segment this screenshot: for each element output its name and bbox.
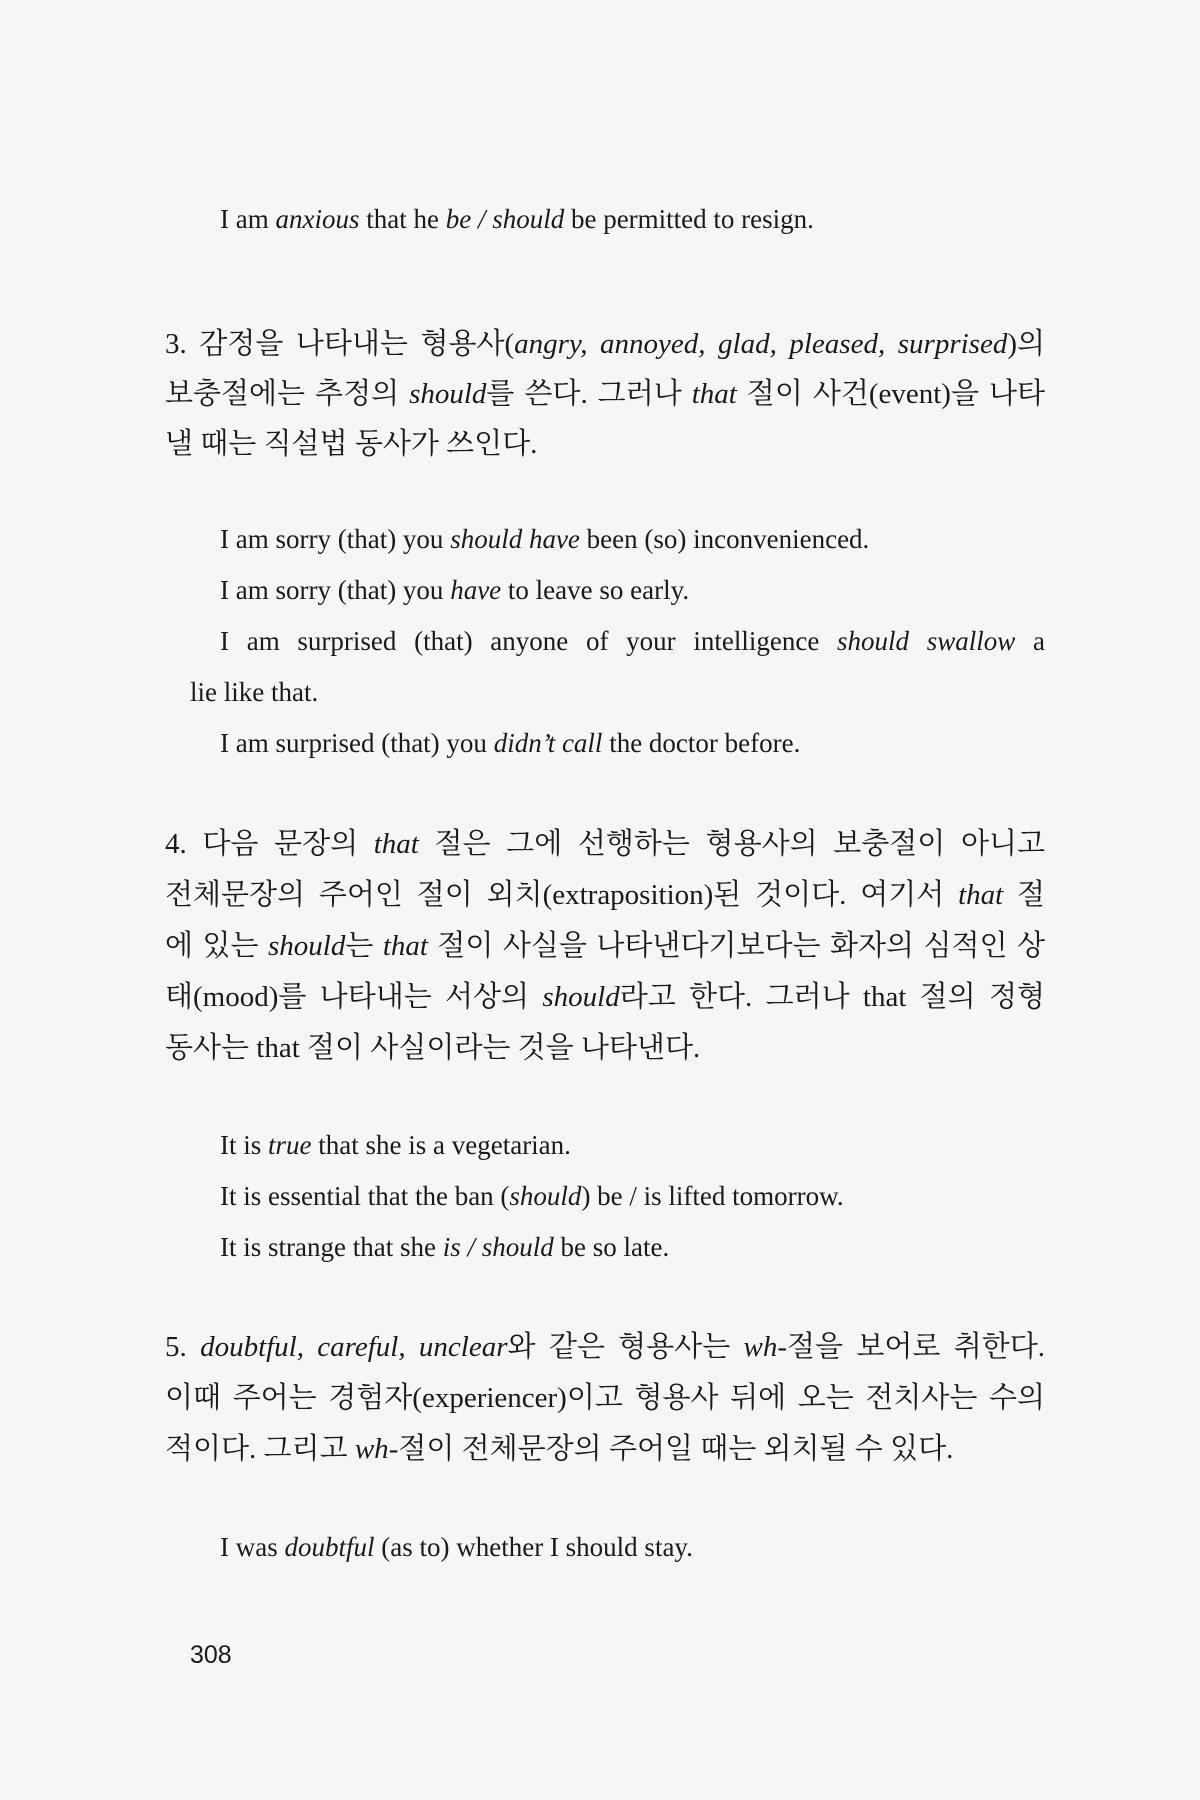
- example-sentence: [220, 1530, 693, 1564]
- section-5-line-1: [165, 1329, 1045, 1365]
- italic-term: that: [373, 828, 419, 860]
- text-span: 전체문장의 주어인 절이 외치(extraposition)된 것이다. 여기서: [165, 879, 959, 911]
- text-span: 보충절에는 추정의: [165, 378, 410, 410]
- italic-term: doubtful, careful, unclear: [200, 1331, 508, 1363]
- text-span: to leave so early.: [501, 575, 690, 605]
- section-3-line-2: [165, 376, 1045, 412]
- italic-term: doubtful: [284, 1532, 375, 1562]
- text-span: 4. 다음 문장의: [165, 828, 374, 860]
- text-span: 절이 사건(event)을 나타: [736, 378, 1045, 410]
- example-sentence-continuation: lie like that.: [190, 677, 319, 707]
- text-span: It is essential that the ban (: [220, 1181, 510, 1211]
- text-span: 태(mood)를 나타내는 서상의: [165, 981, 543, 1013]
- italic-term: didn’t call: [493, 728, 603, 758]
- text-span: 는: [345, 930, 383, 962]
- text-span: It is: [220, 1130, 269, 1160]
- text-span: I am sorry (that) you: [220, 524, 451, 554]
- section-4-line-1: [165, 826, 1045, 862]
- text-span: I am surprised (that) anyone of your intelligence: [220, 626, 838, 656]
- italic-term: should have: [450, 524, 580, 554]
- italic-term: should: [409, 378, 487, 410]
- text-span: -절을 보어로 취한다.: [777, 1331, 1045, 1363]
- text-span: 와 같은 형용사는: [507, 1331, 744, 1363]
- italic-term: should swallow: [837, 626, 1016, 656]
- text-span: that he: [359, 204, 446, 234]
- section-5-line-3: [165, 1431, 1045, 1467]
- text-span: (as to) whether I should stay.: [374, 1532, 693, 1562]
- example-sentence: [220, 624, 1045, 658]
- text-span: 를 쓴다. 그러나: [486, 378, 692, 410]
- text-span: I am: [220, 204, 276, 234]
- text-span: -절이 전체문장의 주어일 때는 외치될 수 있다.: [388, 1433, 954, 1465]
- italic-term: that: [382, 930, 428, 962]
- section-4-line-4: [165, 979, 1045, 1015]
- text-span: 절이 사실을 나타낸다기보다는 화자의 심적인 상: [427, 930, 1046, 962]
- text-span: 에 있는: [165, 930, 268, 962]
- text-span: It is strange that she: [220, 1232, 443, 1262]
- text-span: be permitted to resign.: [564, 204, 814, 234]
- example-sentence: [220, 1230, 669, 1264]
- text-span: I am surprised (that) you: [220, 728, 494, 758]
- italic-term: angry, annoyed, glad, pleased, surprised: [514, 328, 1008, 360]
- text-span: be so late.: [553, 1232, 670, 1262]
- text-span: been (so) inconvenienced.: [579, 524, 870, 554]
- italic-term: should: [509, 1181, 582, 1211]
- page-number: 308: [190, 1641, 232, 1669]
- italic-term: be / should: [445, 204, 565, 234]
- text-span: ) be / is lifted tomorrow.: [581, 1181, 844, 1211]
- text-span: 5.: [165, 1331, 201, 1363]
- example-sentence: [220, 1179, 844, 1213]
- text-span: 라고 한다. 그러나 that 절의 정형: [619, 981, 1046, 1013]
- example-sentence: [220, 573, 689, 607]
- section-3-line-3: 낼 때는 직설법 동사가 쓰인다.: [165, 428, 538, 460]
- italic-term: anxious: [275, 204, 360, 234]
- section-4-line-5: 동사는 that 절이 사실이라는 것을 나타낸다.: [165, 1032, 701, 1064]
- text-span: I am sorry (that) you: [220, 575, 451, 605]
- italic-term: is / should: [442, 1232, 554, 1262]
- italic-term: wh: [354, 1433, 389, 1465]
- text-span: a: [1015, 626, 1046, 656]
- example-sentence: [220, 202, 814, 236]
- section-5-line-2: 이때 주어는 경험자(experiencer)이고 형용사 뒤에 오는 전치사는 수의: [165, 1382, 1045, 1414]
- text-span: 적이다. 그리고: [165, 1433, 355, 1465]
- italic-term: that: [691, 378, 737, 410]
- section-3-line-1: [165, 326, 1045, 362]
- text-span: the doctor before.: [602, 728, 801, 758]
- text-span: 절은 그에 선행하는 형용사의 보충절이 아니고: [418, 828, 1045, 860]
- text-span: 3. 감정을 나타내는 형용사(: [165, 328, 515, 360]
- italic-term: should: [267, 930, 346, 962]
- italic-term: have: [450, 575, 502, 605]
- example-sentence: [220, 522, 869, 556]
- text-span: I was: [220, 1532, 285, 1562]
- italic-term: should: [542, 981, 620, 1013]
- italic-term: true: [268, 1130, 312, 1160]
- section-4-line-2: [165, 877, 1045, 913]
- section-4-line-3: [165, 928, 1045, 964]
- example-sentence: [220, 1128, 571, 1162]
- text-span: 절: [1003, 879, 1046, 911]
- example-sentence: [220, 726, 800, 760]
- italic-term: wh: [743, 1331, 778, 1363]
- italic-term: that: [958, 879, 1004, 911]
- text-span: )의: [1007, 328, 1045, 360]
- text-span: that she is a vegetarian.: [311, 1130, 571, 1160]
